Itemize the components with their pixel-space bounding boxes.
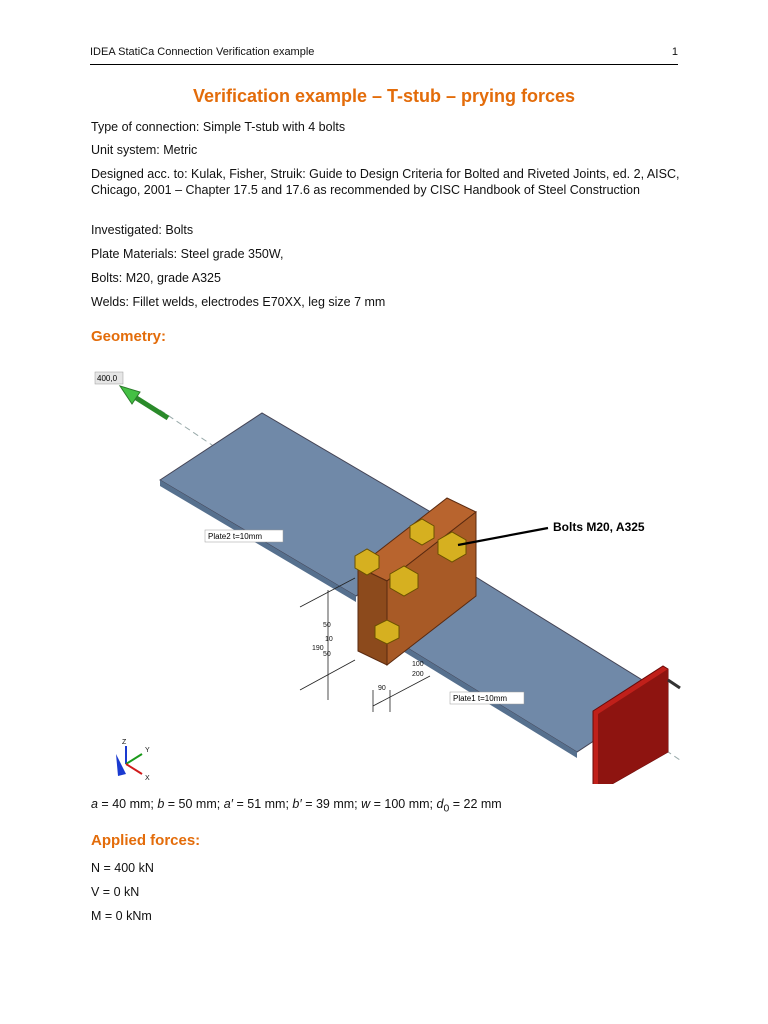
axis-triad-icon <box>116 746 142 776</box>
connection-type: Type of connection: Simple T-stub with 4 bolts <box>91 120 346 134</box>
dimension-values <box>91 797 502 815</box>
moment-m: M = 0 kNm <box>91 909 152 923</box>
dim-200: 200 <box>412 671 424 678</box>
page-title: Verification example – T-stub – prying forces <box>192 86 576 106</box>
dim-50a: 50 <box>323 622 331 629</box>
applied-forces-heading: Applied forces: <box>91 832 201 849</box>
dim-50b: 50 <box>323 651 331 658</box>
force-n: N = 400 kN <box>91 861 154 875</box>
geometry-heading: Geometry: <box>91 328 167 345</box>
force-v: V = 0 kN <box>91 885 140 899</box>
investigated: Investigated: Bolts <box>91 223 194 237</box>
tstub-figure <box>88 364 688 784</box>
header-title: IDEA StatiCa Connection Verification example <box>90 46 315 58</box>
sym-b-prime: b′ <box>292 797 302 811</box>
sym-a-prime: a′ <box>223 797 234 811</box>
sub-d: 0 <box>443 803 450 815</box>
design-reference: Designed acc. to: Kulak, Fisher, Struik: Guide to Design Criteria for Bolted and Riveted Joints, ed. 2, AISC, Chicago, 2001 – Chapter 17.5 and 17.6 as recommended by CISC Handbook of Steel Construction <box>91 167 680 197</box>
sym-d: d <box>436 797 444 811</box>
plate1-label: Plate1 t=10mm <box>453 694 508 703</box>
axis-z-label: Z <box>122 739 127 746</box>
bolts-spec: Bolts: M20, grade A325 <box>91 271 221 285</box>
force-label: 400,0 <box>97 374 118 383</box>
dim-100: 100 <box>412 661 424 668</box>
tstub-flange-side <box>358 567 387 665</box>
sym-b: b <box>157 797 165 811</box>
val-b: = 50 mm; <box>164 797 224 811</box>
val-w: = 100 mm; <box>370 797 437 811</box>
plate2-label: Plate2 t=10mm <box>208 532 263 541</box>
force-arrow-icon <box>120 386 168 418</box>
val-b-prime: = 39 mm; <box>301 797 362 811</box>
plate-materials: Plate Materials: Steel grade 350W, <box>91 247 284 261</box>
dim-10: 10 <box>325 636 333 643</box>
val-d: = 22 mm <box>449 797 502 811</box>
running-header <box>90 46 678 65</box>
welds-spec: Welds: Fillet welds, electrodes E70XX, leg size 7 mm <box>91 295 386 309</box>
unit-system: Unit system: Metric <box>91 143 198 157</box>
axis-y-label: Y <box>145 747 150 754</box>
val-a-prime: = 51 mm; <box>233 797 293 811</box>
dim-190: 190 <box>312 645 324 652</box>
val-a: = 40 mm; <box>97 797 158 811</box>
page-number: 1 <box>671 46 678 58</box>
bolts-callout: Bolts M20, A325 <box>553 520 645 534</box>
dim-90: 90 <box>378 685 386 692</box>
sym-w: w <box>361 797 371 811</box>
sym-a: a <box>91 797 98 811</box>
end-bolt <box>668 680 680 688</box>
axis-x-label: X <box>145 775 150 782</box>
